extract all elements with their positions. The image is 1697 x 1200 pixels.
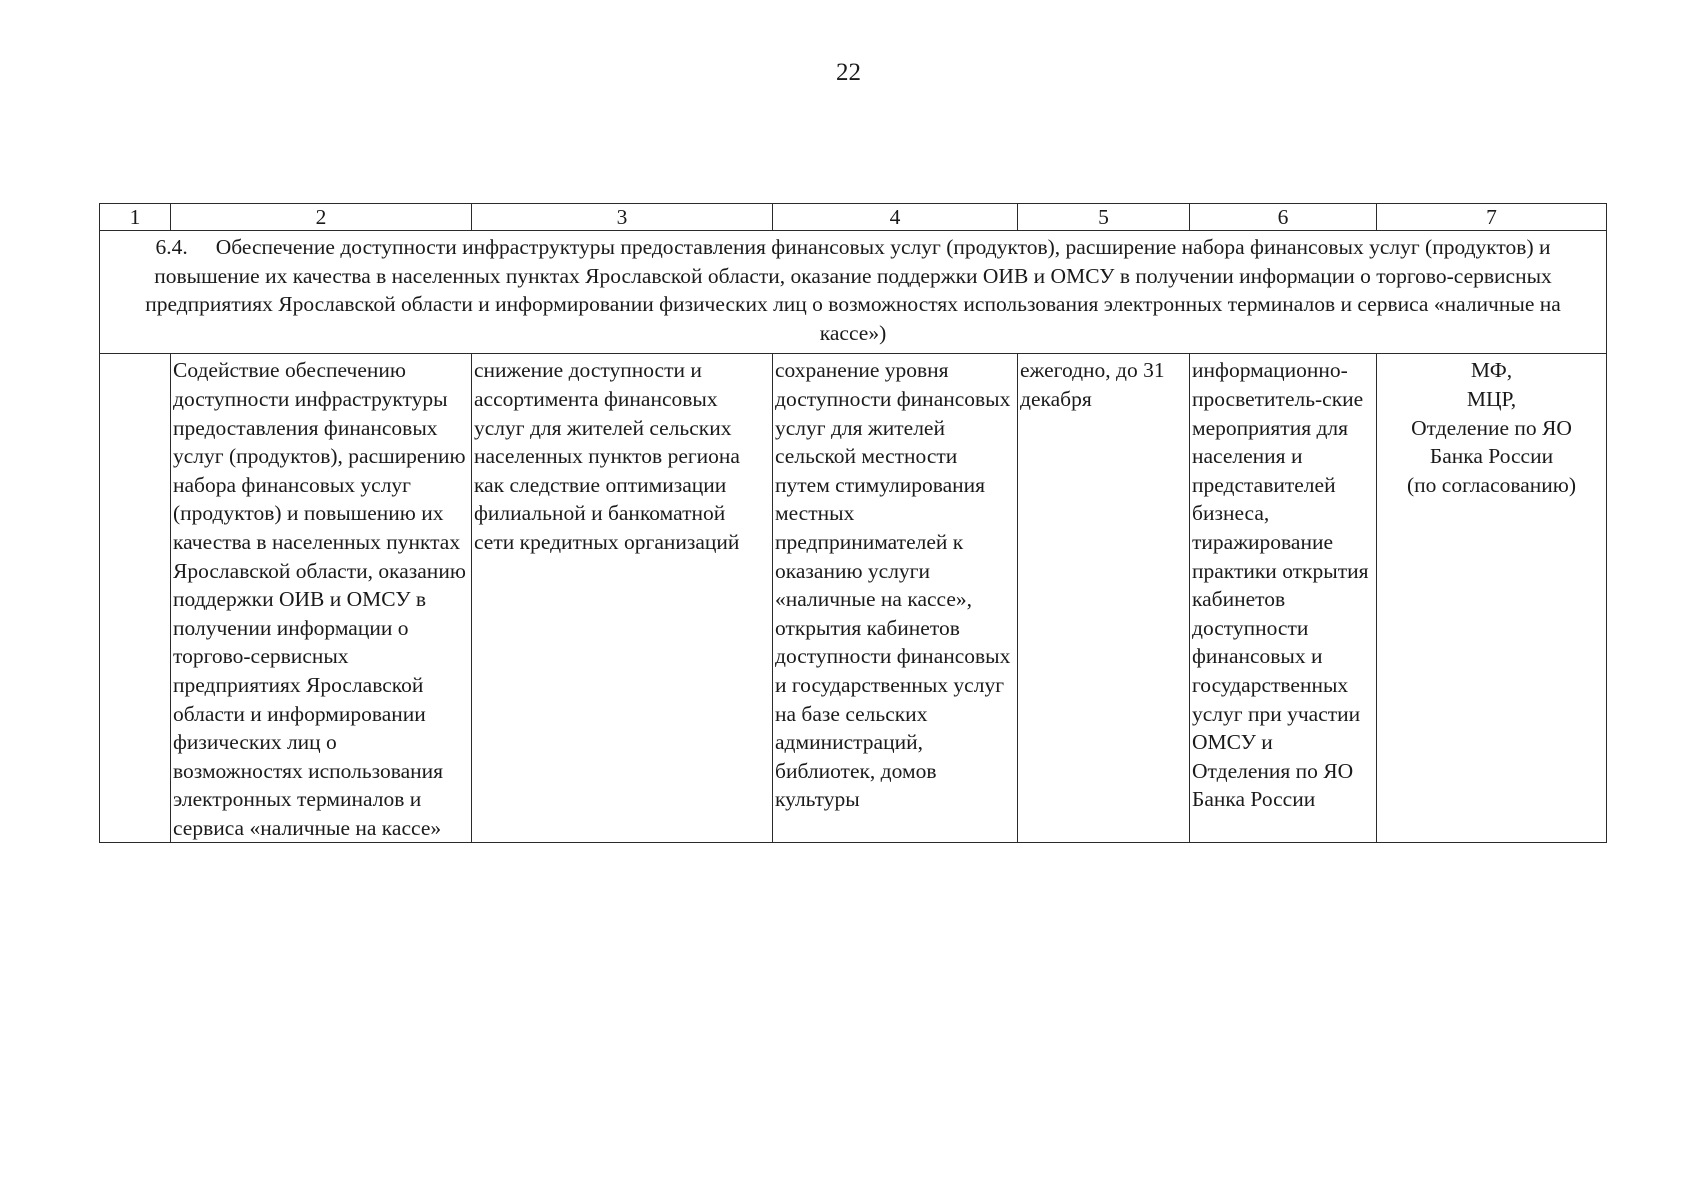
plan-table (99, 203, 1607, 843)
page-number: 22 (836, 59, 861, 86)
column-number: 3 (472, 204, 773, 231)
table-row (100, 354, 1607, 843)
cell-responsible (1377, 354, 1607, 843)
responsible-line: Отделение по ЯО (1411, 415, 1572, 440)
section-number: 6.4. (155, 235, 188, 259)
column-number: 7 (1377, 204, 1607, 231)
column-numbers-row (100, 204, 1607, 231)
column-number: 2 (171, 204, 472, 231)
section-header-cell (100, 231, 1607, 354)
responsible-line: МФ, (1470, 358, 1513, 383)
column-number: 1 (100, 204, 171, 231)
cell-problem: снижение доступности и ассортимента финансовых услуг для жителей сельских населенных пунктов региона как следствие оптимизации филиальной и банкоматной сети кредитных организаций (472, 354, 773, 843)
cell-result: сохранение уровня доступности финансовых услуг для жителей сельской местности путем стимулирования местных предпринимателей к оказанию услуги «наличные на кассе», открытия кабинетов доступности финансовых и государственных услуг на базе сельских администраций, библиотек, домов культуры (773, 354, 1018, 843)
column-number: 6 (1190, 204, 1377, 231)
column-number: 5 (1018, 204, 1190, 231)
cell-number (100, 354, 171, 843)
column-number: 4 (773, 204, 1018, 231)
cell-deadline: ежегодно, до 31 декабря (1018, 354, 1190, 843)
responsible-line: МЦР, (1466, 386, 1517, 411)
responsible-line: (по согласованию) (1406, 472, 1577, 497)
section-header-row (100, 231, 1607, 354)
cell-measures: информационно-просветитель-ские мероприятия для населения и представителей бизнеса, тиражирование практики открытия кабинетов доступности финансовых и государственных услуг при участии ОМСУ и Отделения по ЯО Банка России (1190, 354, 1377, 843)
section-title: Обеспечение доступности инфраструктуры предоставления финансовых услуг (продуктов), расширение набора финансовых услуг (продуктов) и повышение их качества в населенных пунктах Ярославской области, оказание поддержки ОИВ и ОМСУ в получении информации о торгово-сервисных предприятиях Ярославской области и информировании физических лиц о возможностях использования электронных терминалов и сервиса «наличные на кассе») (145, 235, 1561, 345)
cell-activity: Содействие обеспечению доступности инфраструктуры предоставления финансовых услуг (продуктов), расширению набора финансовых услуг (продуктов) и повышению их качества в населенных пунктах Ярославской области, оказанию поддержки ОИВ и ОМСУ в получении информации о торгово-сервисных предприятиях Ярославской области и информировании физических лиц о возможностях использования электронных терминалов и сервиса «наличные на кассе» (171, 354, 472, 843)
responsible-line: Банка России (1429, 444, 1554, 469)
